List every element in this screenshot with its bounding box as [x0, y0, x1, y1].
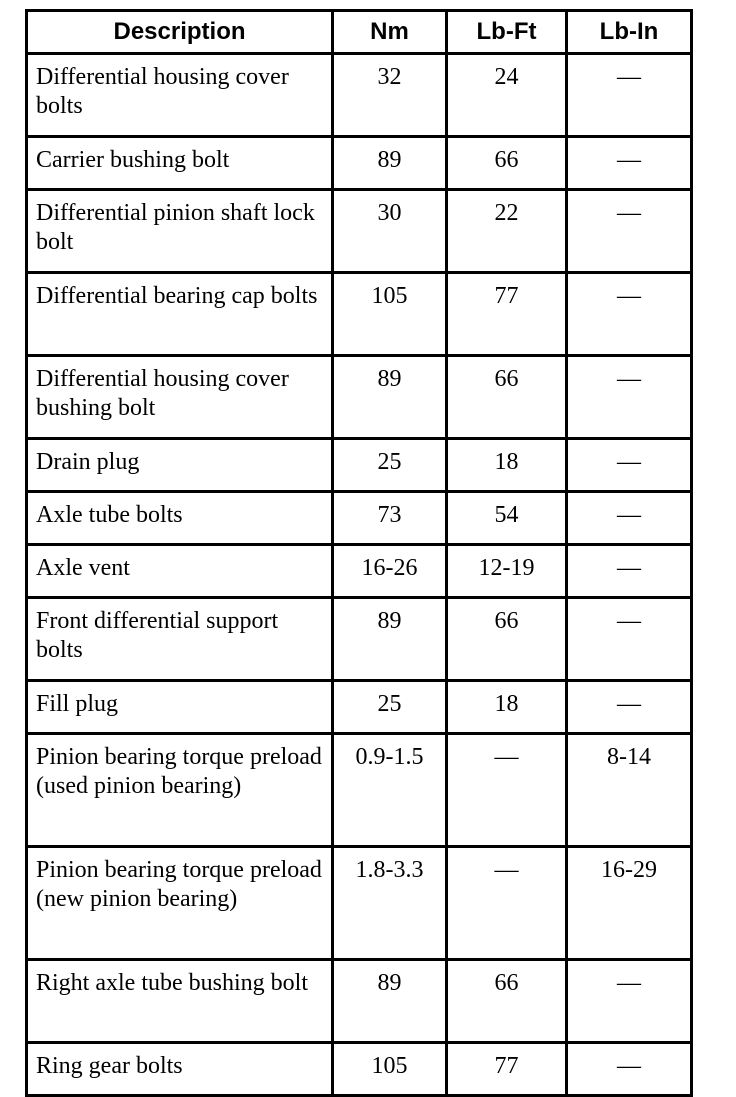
cell-lb-ft: 77	[447, 1043, 567, 1096]
table-row	[27, 681, 692, 734]
cell-description: Differential housing cover bushing bolt	[27, 356, 333, 439]
cell-description: Differential bearing cap bolts	[27, 273, 333, 356]
cell-description: Carrier bushing bolt	[27, 137, 333, 190]
cell-description: Front differential support bolts	[27, 598, 333, 681]
cell-lb-in: —	[567, 273, 692, 356]
cell-description: Pinion bearing torque preload (used pinion bearing)	[27, 734, 333, 847]
cell-lb-in: —	[567, 960, 692, 1043]
cell-lb-ft: 12-19	[447, 545, 567, 598]
cell-description: Ring gear bolts	[27, 1043, 333, 1096]
cell-lb-in: —	[567, 439, 692, 492]
header-lb-in: Lb-In	[567, 11, 692, 54]
cell-lb-ft: 24	[447, 54, 567, 137]
torque-spec-table-container	[25, 9, 693, 1097]
cell-lb-in: —	[567, 190, 692, 273]
cell-lb-in: —	[567, 54, 692, 137]
table-row	[27, 847, 692, 960]
cell-lb-ft: —	[447, 847, 567, 960]
table-row	[27, 545, 692, 598]
table-row	[27, 137, 692, 190]
cell-lb-in: —	[567, 598, 692, 681]
cell-description: Differential housing cover bolts	[27, 54, 333, 137]
cell-lb-in: 8-14	[567, 734, 692, 847]
cell-lb-ft: 54	[447, 492, 567, 545]
table-row	[27, 54, 692, 137]
cell-lb-in: —	[567, 137, 692, 190]
cell-nm: 0.9-1.5	[333, 734, 447, 847]
cell-description: Axle tube bolts	[27, 492, 333, 545]
header-nm: Nm	[333, 11, 447, 54]
table-row	[27, 1043, 692, 1096]
table-row	[27, 439, 692, 492]
cell-nm: 1.8-3.3	[333, 847, 447, 960]
table-row	[27, 356, 692, 439]
cell-description: Fill plug	[27, 681, 333, 734]
cell-lb-in: —	[567, 492, 692, 545]
cell-lb-ft: —	[447, 734, 567, 847]
cell-nm: 89	[333, 137, 447, 190]
cell-description: Drain plug	[27, 439, 333, 492]
cell-lb-ft: 77	[447, 273, 567, 356]
cell-nm: 30	[333, 190, 447, 273]
cell-nm: 105	[333, 1043, 447, 1096]
cell-nm: 89	[333, 960, 447, 1043]
table-row	[27, 273, 692, 356]
cell-lb-ft: 66	[447, 960, 567, 1043]
cell-lb-in: —	[567, 545, 692, 598]
table-row	[27, 734, 692, 847]
cell-lb-in: —	[567, 681, 692, 734]
cell-nm: 25	[333, 439, 447, 492]
cell-lb-ft: 18	[447, 439, 567, 492]
table-row	[27, 190, 692, 273]
header-row	[27, 11, 692, 54]
cell-description: Differential pinion shaft lock bolt	[27, 190, 333, 273]
cell-lb-ft: 66	[447, 137, 567, 190]
cell-nm: 89	[333, 598, 447, 681]
cell-lb-in: 16-29	[567, 847, 692, 960]
torque-spec-table	[25, 9, 693, 1097]
cell-nm: 25	[333, 681, 447, 734]
table-row	[27, 492, 692, 545]
cell-lb-ft: 18	[447, 681, 567, 734]
cell-lb-ft: 66	[447, 598, 567, 681]
cell-lb-in: —	[567, 356, 692, 439]
cell-lb-ft: 22	[447, 190, 567, 273]
table-row	[27, 598, 692, 681]
cell-nm: 89	[333, 356, 447, 439]
header-lb-ft: Lb-Ft	[447, 11, 567, 54]
cell-description: Right axle tube bushing bolt	[27, 960, 333, 1043]
cell-nm: 32	[333, 54, 447, 137]
cell-description: Pinion bearing torque preload (new pinion bearing)	[27, 847, 333, 960]
cell-nm: 16-26	[333, 545, 447, 598]
cell-description: Axle vent	[27, 545, 333, 598]
cell-lb-in: —	[567, 1043, 692, 1096]
cell-nm: 105	[333, 273, 447, 356]
cell-nm: 73	[333, 492, 447, 545]
table-row	[27, 960, 692, 1043]
cell-lb-ft: 66	[447, 356, 567, 439]
header-description: Description	[27, 11, 333, 54]
